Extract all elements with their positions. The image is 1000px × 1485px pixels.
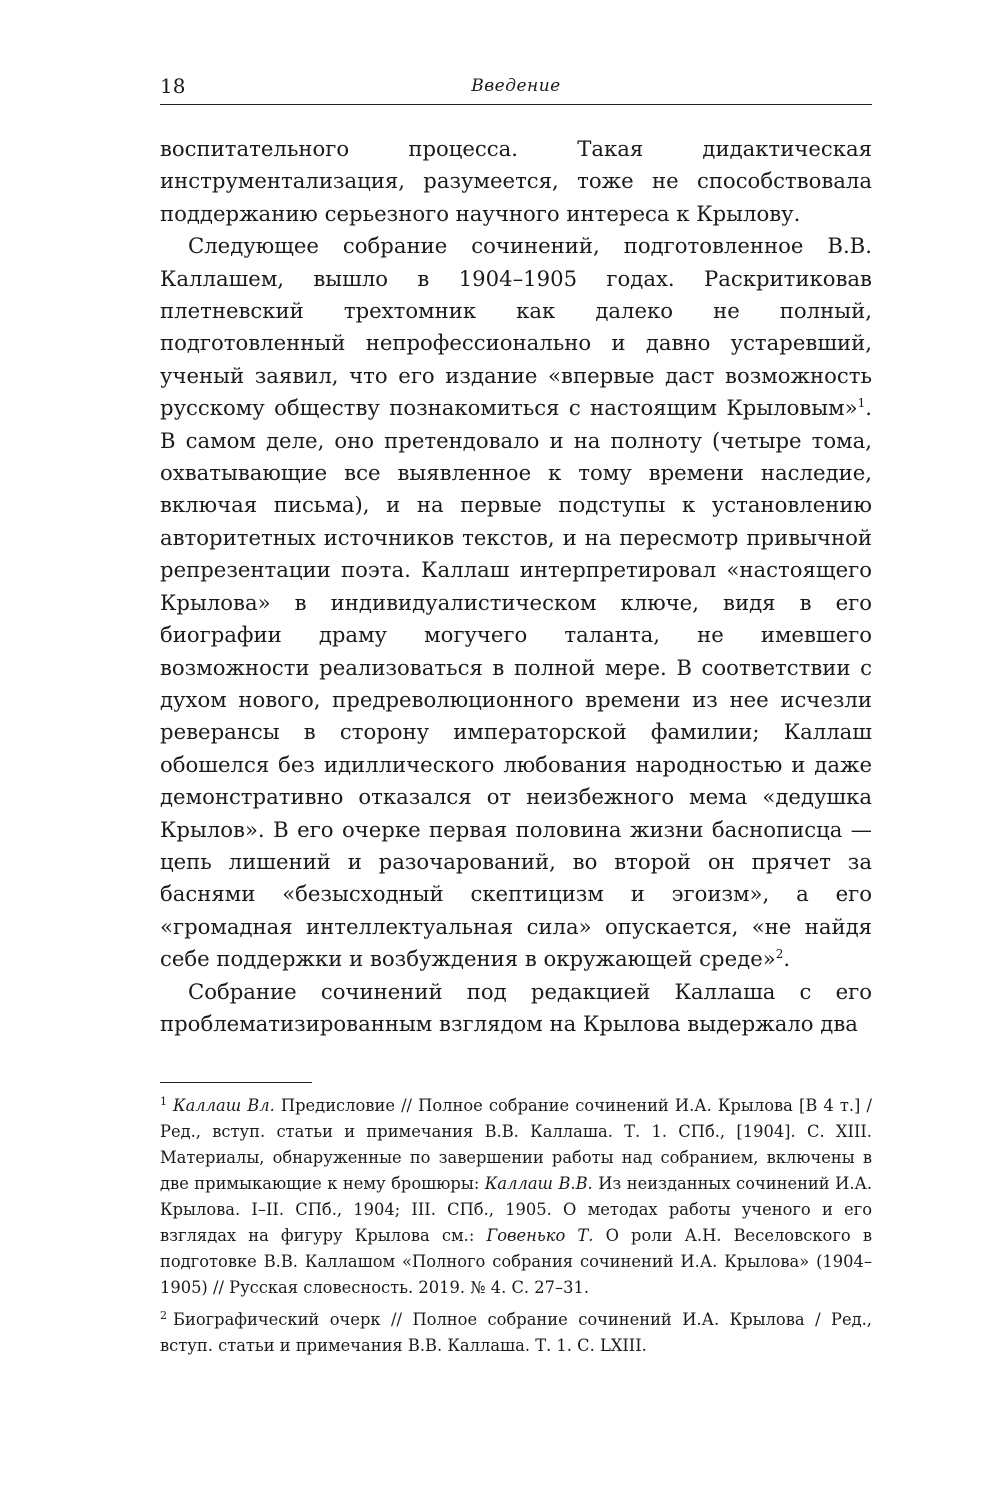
footnote-1-author-3: Говенько Т. [486, 1226, 594, 1245]
footnote-separator [160, 1082, 312, 1083]
paragraph-2-part-b: . В самом деле, оно претендовало и на полноту (четыре тома, охватывающие все выявленное к тому времени наследие, включая письма), и на первые подступы к установлению авторитетных источников текстов, и на пересмотр привычной репрезентации поэта. Каллаш интерпретировал «настоящего Крылова» в индивидуалистическом ключе, видя в его биографии драму могучего таланта, не имевшего возможности реализоваться в полной мере. В соответствии с духом нового, предреволюционного времени из нее исчезли реверансы в сторону императорской фамилии; Каллаш обошелся без идиллического любования народностью и даже демонстративно отказался от неизбежного мема «дедушка Крылов». В его очерке первая половина жизни баснописца — цепь лишений и разочарований, во второй он прячет за баснями «безысходный скептицизм и эгоизм», а его «громадная интеллектуальная сила» опускается, «не найдя себе поддержки и возбуждения в окружающей среде» [160, 395, 872, 972]
paragraph-2-part-c: . [783, 946, 791, 972]
footnote-1 [160, 1093, 872, 1301]
running-head [160, 70, 872, 105]
footnote-2-marker: 2 [160, 1308, 167, 1322]
page-number: 18 [160, 74, 186, 98]
footnotes [160, 1093, 872, 1365]
footnote-1-text-c: О роли А.Н. Веселовского в подготовке В.В. Каллашом «Полного собрания сочинений И.А. Крылова» (1904–1905) // Русская словесность. 2019. № 4. С. 27–31. [160, 1226, 872, 1297]
footnote-2-text: Биографический очерк // Полное собрание сочинений И.А. Крылова / Ред., вступ. статьи и примечания В.В. Каллаша. Т. 1. С. LXIII. [160, 1310, 872, 1355]
paragraph-1: воспитательного процесса. Такая дидактическая инструментализация, разумеется, тоже не способствовала поддержанию серьезного научного интереса к Крылову. [160, 136, 872, 226]
paragraph-2 [160, 230, 872, 975]
footnote-1-author-2: Каллаш В.В. [484, 1174, 593, 1193]
footnote-1-text-b: Из неизданных сочинений И.А. Крылова. I–II. СПб., 1904; III. СПб., 1905. О методах работы ученого и его взглядах на фигуру Крылова см.: [160, 1174, 873, 1245]
section-title: Введение [471, 76, 561, 96]
footnote-ref-1[interactable]: 1 [857, 396, 866, 411]
footnote-2 [160, 1307, 872, 1359]
book-page [160, 70, 873, 1355]
body-text [160, 133, 872, 1040]
paragraph-2-part-a: Следующее собрание сочинений, подготовленное В.В. Каллашем, вышло в 1904–1905 годах. Раскритиковав плетневский трехтомник как далеко не полный, подготовленный непрофессионально и давно устаревший, ученый заявил, что его издание «впервые даст возможность русскому обществу познакомиться с настоящим Крыловым» [160, 233, 872, 421]
footnote-ref-2[interactable]: 2 [775, 947, 784, 962]
footnote-1-text-a: Предисловие // Полное собрание сочинений И.А. Крылова [В 4 т.] / Ред., вступ. статьи и примечания В.В. Каллаша. Т. 1. СПб., [1904]. С. XIII. Материалы, обнаруженные по завершении работы над собранием, включены в две примыкающие к нему брошюры: [160, 1096, 873, 1193]
footnote-1-marker: 1 [160, 1094, 167, 1108]
paragraph-3: Собрание сочинений под редакцией Каллаша с его проблематизированным взглядом на Крылова выдержало два [160, 978, 872, 1036]
footnote-1-author: Каллаш Вл. [173, 1096, 275, 1115]
